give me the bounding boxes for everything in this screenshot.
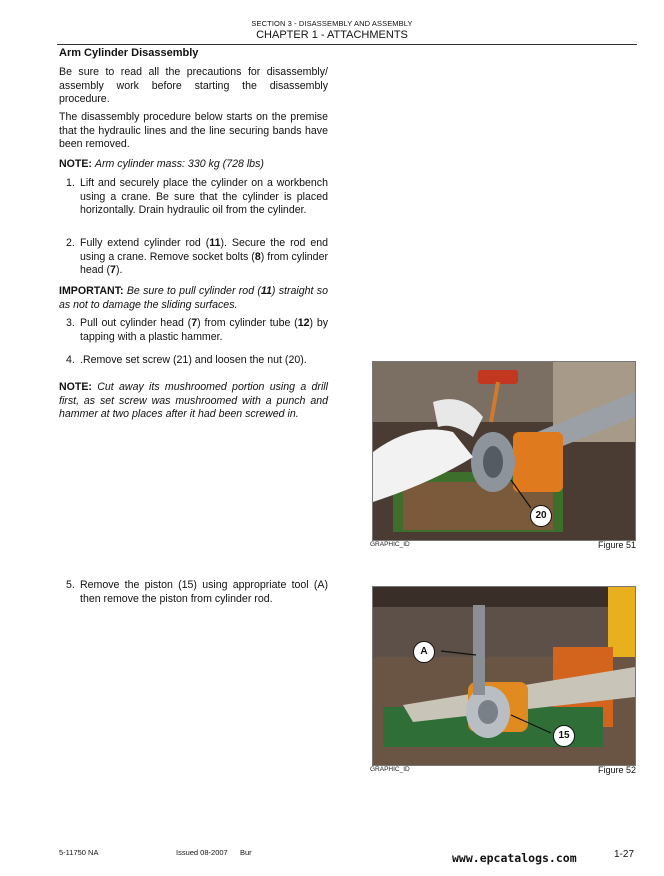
footer-lang: Bur [240, 848, 252, 857]
footer-issued: Issued 08-2007 [176, 848, 228, 857]
intro-paragraph-1: Be sure to read all the precautions for disassembly/ assembly work before starting the disassembly procedure. [59, 66, 328, 106]
callout-15: 15 [553, 725, 575, 747]
note-mass [59, 158, 328, 172]
callout-a: A [413, 641, 435, 663]
page-title: Arm Cylinder Disassembly [59, 47, 199, 59]
note-text: Arm cylinder mass: 330 kg (728 lbs) [94, 158, 264, 170]
step-number: 3. [66, 317, 75, 329]
workshop-photo-cylinder [373, 362, 635, 540]
footer-website: www.epcatalogs.com [452, 851, 577, 865]
step-1 [66, 177, 328, 218]
note-drill [59, 381, 328, 422]
step-number: 5. [66, 579, 75, 591]
important-label: IMPORTANT: [59, 285, 124, 297]
intro-paragraph-2: The disassembly procedure below starts on the premise that the hydraulic lines and the line securing bands have been removed. [59, 111, 328, 151]
important-text: Be sure to pull cylinder rod (11) straight so as not to damage the sliding surfaces. [59, 285, 328, 311]
figure-51-photo [372, 361, 636, 541]
step-4 [66, 354, 328, 368]
workshop-photo-piston [373, 587, 635, 765]
step-number: 1. [66, 177, 75, 189]
step-text: Lift and securely place the cylinder on a workbench using a crane. Be sure that the cylinder is placed horizontally. Drain hydraulic oil from the cylinder. [80, 177, 328, 217]
important-note [59, 285, 328, 312]
step-3 [66, 317, 328, 344]
step-number: 4. [66, 354, 75, 366]
figure-52-photo [372, 586, 636, 766]
note-text: Cut away its mushroomed portion using a drill first, as set screw was mushroomed with a punch and hammer at two places after it had been screwed in. [59, 381, 328, 421]
section-heading: SECTION 3 - DISASSEMBLY AND ASSEMBLY [251, 19, 413, 28]
callout-20: 20 [530, 505, 552, 527]
step-number: 2. [66, 237, 75, 249]
step-text: Pull out cylinder head (7) from cylinder tube (12) by tapping with a plastic hammer. [80, 317, 329, 343]
note-label: NOTE: [59, 158, 92, 170]
figure-52-caption: Figure 52 [598, 765, 637, 775]
page-number: 1-27 [614, 849, 635, 860]
step-5 [66, 579, 328, 606]
graphic-id: GRAPHIC_ID [370, 541, 410, 548]
header-divider [57, 44, 637, 45]
note-label: NOTE: [59, 381, 92, 393]
graphic-id: GRAPHIC_ID [370, 766, 410, 773]
step-2 [66, 237, 328, 278]
chapter-heading: CHAPTER 1 - ATTACHMENTS [256, 29, 408, 41]
step-text: .Remove set screw (21) and loosen the nut (20). [80, 354, 307, 366]
footer-doc-number: 5-11750 NA [59, 848, 99, 857]
step-text: Remove the piston (15) using appropriate tool (A) then remove the piston from cylinder rod. [80, 579, 328, 605]
figure-51-caption: Figure 51 [598, 540, 637, 550]
step-text: Fully extend cylinder rod (11). Secure the rod end using a crane. Remove socket bolts (8) from cylinder head (7). [80, 237, 328, 277]
